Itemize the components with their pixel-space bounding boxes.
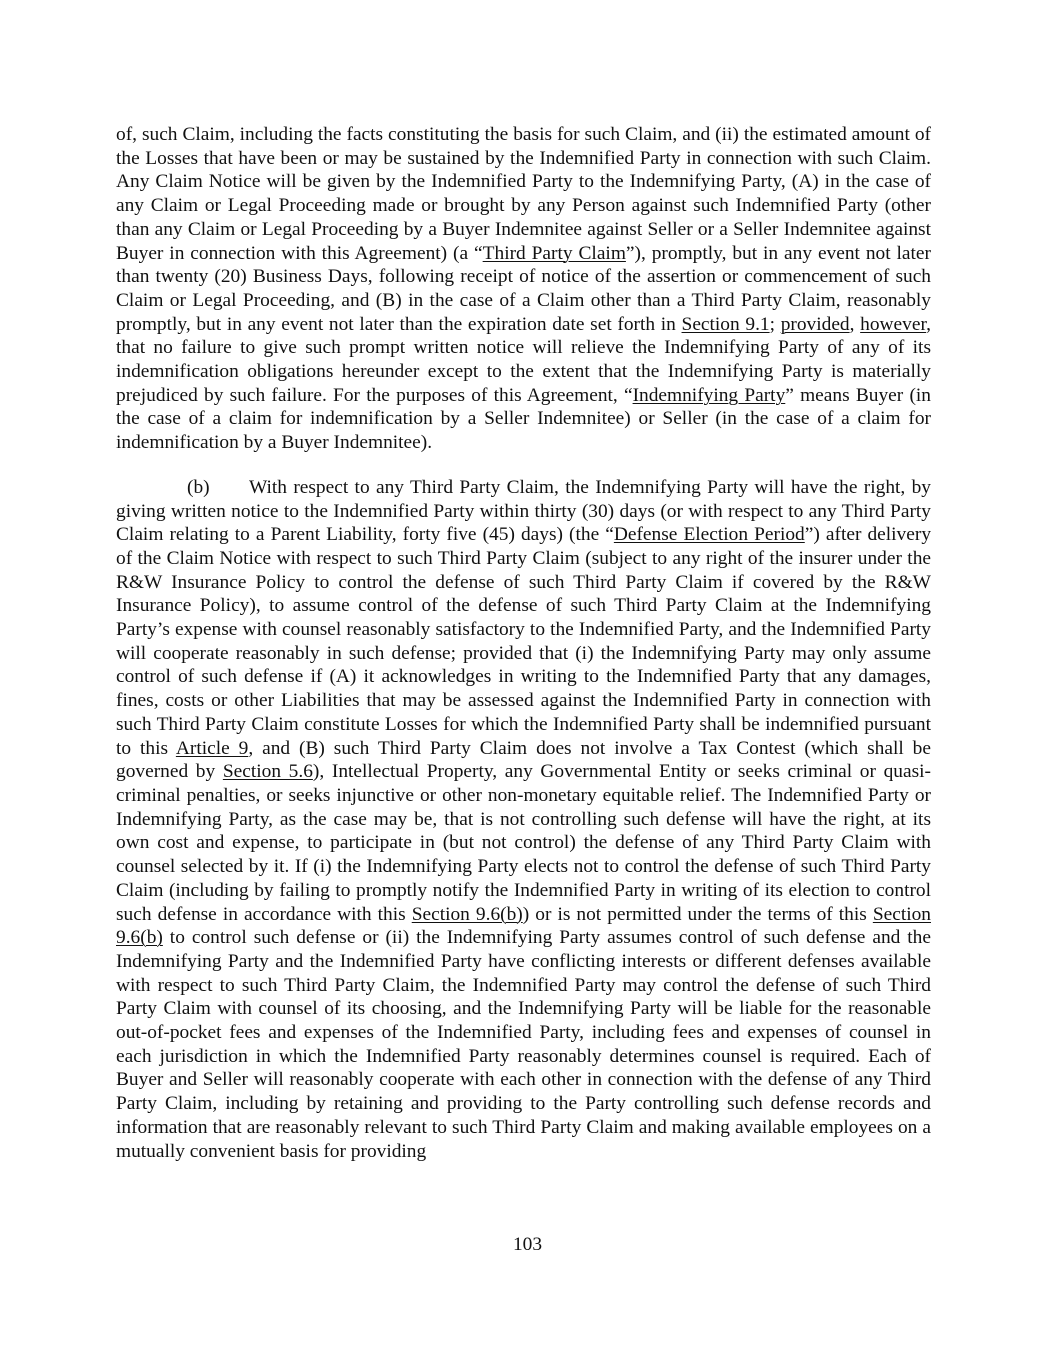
text-run: ; [769,313,781,335]
cross-reference-article-9: Article 9 [175,737,249,759]
text-run: With respect to any Third Party Claim, the Indemnifying Party will have the right, by giving written notice to the Indemnified Party within thirty (30) days (or with respect to any Third Party Claim relating to a Parent Liability, forty five (45) days) (the “ [116,476,931,546]
defined-term-third-party-claim: Third Party Claim [482,242,626,264]
cross-reference-section-9-6-b: Section 9.6(b) [411,903,523,925]
cross-reference-section-9-1: Section 9.1 [681,313,770,335]
defined-term-indemnifying-party: Indemnifying Party [632,384,786,406]
text-run: ” means Buyer (in the case of a claim for indemnification by a Seller Indemnitee) or Seller (in the case of a claim for indemnification by a Buyer Indemnitee). [116,384,931,454]
page-number: 103 [512,1234,543,1255]
cross-reference-section-9-6-b: Section 9.6(b) [116,903,931,949]
paragraph-b-third-party-claim-defense [116,476,931,1163]
text-run: , [849,313,861,335]
text-run: to control such defense or (ii) the Indemnifying Party assumes control of such defense and the Indemnifying Party and the Indemnified Party have conflicting interests or different defenses available with respect to such Third Party Claim, the Indemnified Party may control the defense of such Third Party Claim with counsel of its choosing, and the Indemnifying Party will be liable for the reasonable out-of-pocket fees and expenses of the Indemnified Party, including fees and expenses of counsel in each jurisdiction in which the Indemnified Party reasonably determines counsel is required. Each of Buyer and Seller will reasonably cooperate with each other in connection with the defense of any Third Party Claim, including by retaining and providing to the Party controlling such defense records and information that are reasonably relevant to such Third Party Claim and making available employees on a mutually convenient basis for providing [116,927,931,1162]
text-run: ), Intellectual Property, any Governmental Entity or seeks criminal or quasi-criminal penalties, or seeks injunctive or other non-monetary equitable relief. The Indemnified Party or Indemnifying Party, as the case may be, that is not controlling such defense will have the right, at its own cost and expense, to participate in (but not control) the defense of any Third Party Claim with counsel selected by it. If (i) the Indemnifying Party elects not to control the defense of such Third Party Claim (including by failing to promptly notify the Indemnified Party in writing of its election to control such defense in accordance with this [116,761,931,925]
text-run: , that no failure to give such prompt written notice will relieve the Indemnifying Party of any of its indemnification obligations hereunder except to the extent that the Indemnifying Party is materially prejudiced by such failure. For the purposes of this Agreement, “ [116,313,931,406]
text-run: , and (B) such Third Party Claim does not involve a Tax Contest (which shall be governed by [116,737,931,783]
text-run: ) or is not permitted under the terms of this [522,903,873,925]
subsection-label: (b) [187,476,210,498]
text-run: ”), promptly, but in any event not later than twenty (20) Business Days, following receipt of notice of the assertion or commencement of such Claim or Legal Proceeding, and (B) in the case of a Claim other than a Third Party Claim, reasonably promptly, but in any event not later than the expiration date set forth in [116,242,931,335]
document-body [116,123,931,1163]
text-run: of, such Claim, including the facts constituting the basis for such Claim, and (ii) the estimated amount of the Losses that have been or may be sustained by the Indemnified Party in connection with such Claim. Any Claim Notice will be given by the Indemnified Party to the Indemnifying Party, (A) in the case of any Claim or Legal Proceeding made or brought by any Person against such Indemnified Party (other than any Claim or Legal Proceeding by a Buyer Indemnitee against Seller or a Seller Indemnitee against Buyer in connection with this Agreement) (a “ [116,124,931,264]
term-however: however [860,313,927,335]
paragraph-claim-notice [116,123,931,455]
term-provided: provided [780,313,850,335]
defined-term-defense-election-period: Defense Election Period [613,524,805,546]
cross-reference-section-5-6: Section 5.6 [222,761,313,783]
text-run: ”) after delivery of the Claim Notice with respect to such Third Party Claim (subject to any right of the insurer under the R&W Insurance Policy to control the defense of such Third Party Claim if covered by the R&W Insurance Policy), to assume control of the defense of such Third Party Claim at the Indemnifying Party’s expense with counsel reasonably satisfactory to the Indemnified Party, and the Indemnified Party will cooperate reasonably in such defense; provided that (i) the Indemnifying Party may only assume control of such defense if (A) it acknowledges in writing to the Indemnified Party that any damages, fines, costs or other Liabilities that may be assessed against the Indemnified Party in connection with such Third Party Claim constitute Losses for which the Indemnified Party shall be indemnified pursuant to this [116,524,932,759]
